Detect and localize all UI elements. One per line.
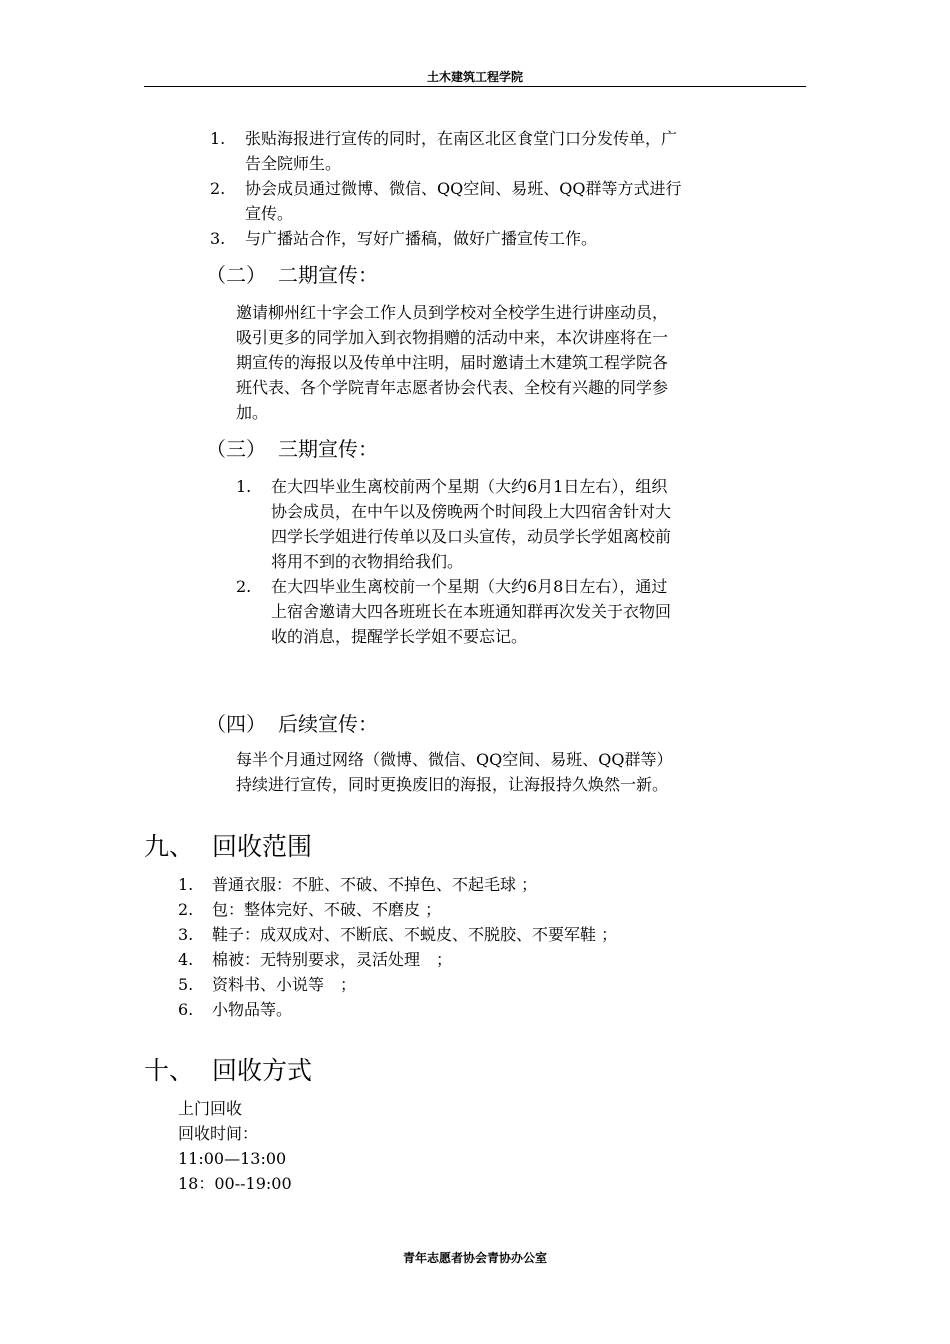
list-item-text: 在大四毕业生离校前两个星期（大约6月1日左右），组织协会成员，在中午以及傍晚两个时间段上大四宿舍针对大四学长学姐进行传单以及口头宣传，动员学长学姐离校前将用不到的衣物捐给我们。: [271, 477, 672, 571]
list-item: [178, 897, 688, 922]
section9-list: [178, 872, 688, 1022]
list-item-number: 4.: [178, 950, 194, 969]
collection-method: 上门回收: [178, 1099, 243, 1118]
list-item-number: 2.: [236, 577, 252, 596]
section10-title: 回收方式: [212, 1056, 313, 1085]
list-item: [236, 574, 676, 649]
list-item: [236, 474, 676, 574]
phase2-heading: [206, 261, 378, 289]
collection-method-block: [178, 1096, 292, 1196]
section9-heading: [144, 831, 312, 863]
list-item: [210, 126, 690, 176]
list-item-number: 2.: [210, 179, 226, 198]
phase3-heading: [206, 435, 378, 463]
list-item-number: 1.: [178, 875, 194, 894]
page-footer: 青年志愿者协会青协办公室: [402, 1251, 547, 1265]
list-item: [210, 226, 690, 251]
list-item-text: 资料书、小说等 ；: [212, 975, 357, 994]
list-item-number: 2.: [178, 900, 194, 919]
phase3-list: [236, 474, 676, 649]
list-item-text: 张贴海报进行宣传的同时，在南区北区食堂门口分发传单，广告全院师生。: [245, 129, 678, 173]
list-item-number: 3.: [178, 925, 194, 944]
list-item: [178, 997, 688, 1022]
list-item-text: 在大四毕业生离校前一个星期（大约6月8日左右），通过上宿舍邀请大四各班班长在本班通知群再次发关于衣物回收的消息，提醒学长学姐不要忘记。: [271, 577, 672, 646]
list-item: [178, 922, 688, 947]
header-divider: [144, 86, 806, 87]
list-item-text: 包：整体完好、不破、不磨皮 ；: [212, 900, 442, 919]
list-item-text: 普通衣服：不脏、不破、不掉色、不起毛球 ；: [212, 875, 538, 894]
collection-time-morning: 11:00—13:00: [178, 1149, 287, 1168]
list-item-text: 与广播站合作，写好广播稿，做好广播宣传工作。: [245, 229, 598, 248]
phase3-number: （三）: [206, 437, 266, 461]
section9-title: 回收范围: [212, 832, 313, 861]
phase2-body: 邀请柳州红十字会工作人员到学校对全校学生进行讲座动员，吸引更多的同学加入到衣物捐赠的活动中来，本次讲座将在一期宣传的海报以及传单中注明，届时邀请土木建筑工程学院各班代表、各个学院青年志愿者协会代表、全校有兴趣的同学参加。: [236, 303, 669, 422]
list-item: [178, 972, 688, 997]
list-item: [210, 176, 690, 226]
phase3-title: 三期宣传：: [278, 437, 378, 461]
collection-time-evening: 18：00--19:00: [178, 1174, 292, 1193]
phase4-heading: [206, 710, 378, 738]
phase4-number: （四）: [206, 712, 266, 736]
section10-number: 十、: [144, 1056, 195, 1085]
page-header-title: 土木建筑工程学院: [426, 70, 523, 84]
list-item-text: 小物品等。: [212, 1000, 293, 1019]
phase1-list: [210, 126, 690, 251]
list-item-number: 1.: [236, 477, 252, 496]
list-item-text: 协会成员通过微博、微信、QQ空间、易班、QQ群等方式进行宣传。: [245, 179, 682, 223]
phase2-title: 二期宣传：: [278, 263, 378, 287]
phase4-title: 后续宣传：: [278, 712, 378, 736]
list-item: [178, 872, 688, 897]
section10-heading: [144, 1055, 312, 1087]
collection-time-label: 回收时间：: [178, 1124, 259, 1143]
list-item-number: 5.: [178, 975, 194, 994]
list-item: [178, 947, 688, 972]
list-item-text: 棉被：无特别要求，灵活处理 ；: [212, 950, 453, 969]
list-item-text: 鞋子：成双成对、不断底、不蜕皮、不脱胶、不要军鞋 ；: [212, 925, 618, 944]
list-item-number: 6.: [178, 1000, 194, 1019]
phase4-body: 每半个月通过网络（微博、微信、QQ空间、易班、QQ群等）持续进行宣传，同时更换废旧的海报，让海报持久焕然一新。: [236, 750, 673, 794]
list-item-number: 3.: [210, 229, 226, 248]
section9-number: 九、: [144, 832, 195, 861]
phase2-number: （二）: [206, 263, 266, 287]
list-item-number: 1.: [210, 129, 226, 148]
